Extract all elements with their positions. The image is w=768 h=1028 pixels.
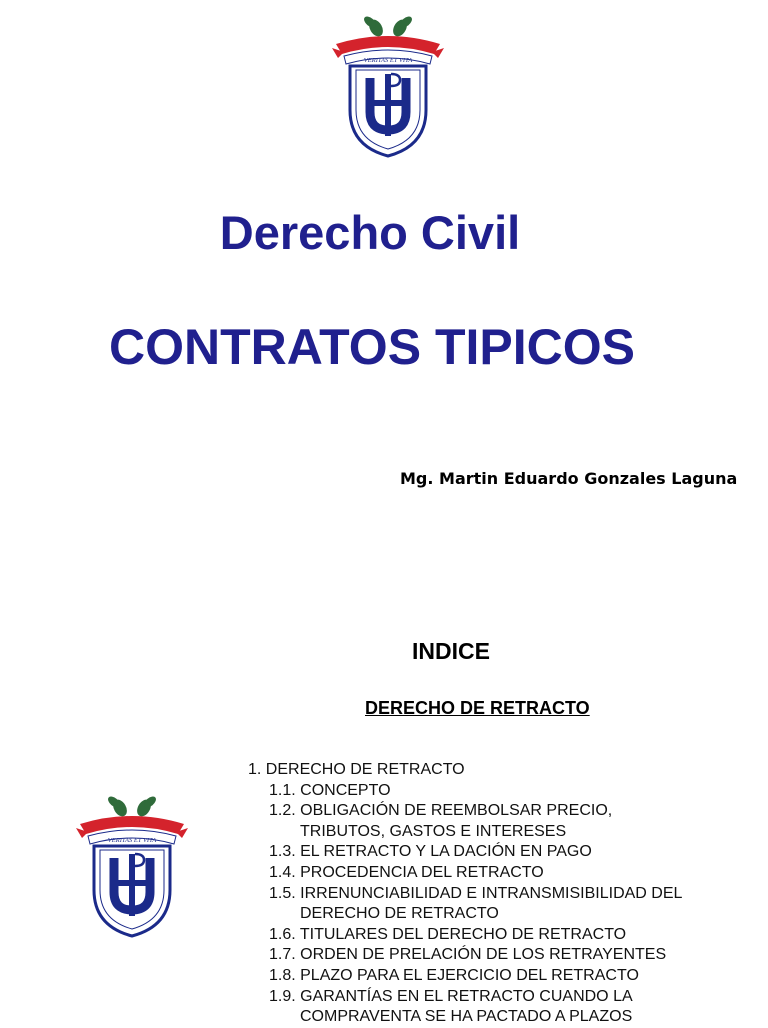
toc-item: 1.4. PROCEDENCIA DEL RETRACTO (269, 863, 544, 881)
laurel-icon (362, 14, 414, 38)
laurel-icon (106, 794, 158, 818)
toc-item: 1.7. ORDEN DE PRELACIÓN DE LOS RETRAYENTES (269, 946, 667, 964)
toc-item-continuation: DERECHO DE RETRACTO (300, 905, 499, 923)
toc-item: 1.9. GARANTÍAS EN EL RETRACTO CUANDO LA (269, 987, 633, 1005)
toc-item: 1.2. OBLIGACIÓN DE REEMBOLSAR PRECIO, (269, 802, 613, 820)
table-of-contents (248, 760, 748, 1028)
index-heading: INDICE (412, 638, 490, 664)
toc-item: 1. DERECHO DE RETRACTO (248, 761, 465, 778)
logo-motto: VERITAS ET VITA (107, 837, 157, 844)
logo-motto: VERITAS ET VITA (363, 57, 413, 64)
page-title: Derecho Civil (219, 206, 521, 259)
section-heading: DERECHO DE RETRACTO (365, 698, 590, 718)
toc-item: 1.3. EL RETRACTO Y LA DACIÓN EN PAGO (269, 843, 592, 861)
toc-item: 1.5. IRRENUNCIABILIDAD E INTRANSMISIBILIDAD DEL (269, 884, 683, 902)
toc-item-continuation: COMPRAVENTA SE HA PACTADO A PLAZOS (300, 1008, 633, 1026)
university-logo-top (330, 14, 446, 160)
university-logo-bottom (74, 794, 190, 940)
toc-item: 1.6. TITULARES DEL DERECHO DE RETRACTO (269, 925, 627, 943)
toc-item-continuation: TRIBUTOS, GASTOS E INTERESES (300, 822, 567, 840)
page-subtitle: CONTRATOS TIPICOS (109, 319, 635, 375)
toc-item: 1.1. CONCEPTO (269, 781, 391, 799)
toc-item: 1.8. PLAZO PARA EL EJERCICIO DEL RETRACTO (269, 966, 639, 984)
author-name: Mg. Martin Eduardo Gonzales Laguna (400, 469, 738, 488)
